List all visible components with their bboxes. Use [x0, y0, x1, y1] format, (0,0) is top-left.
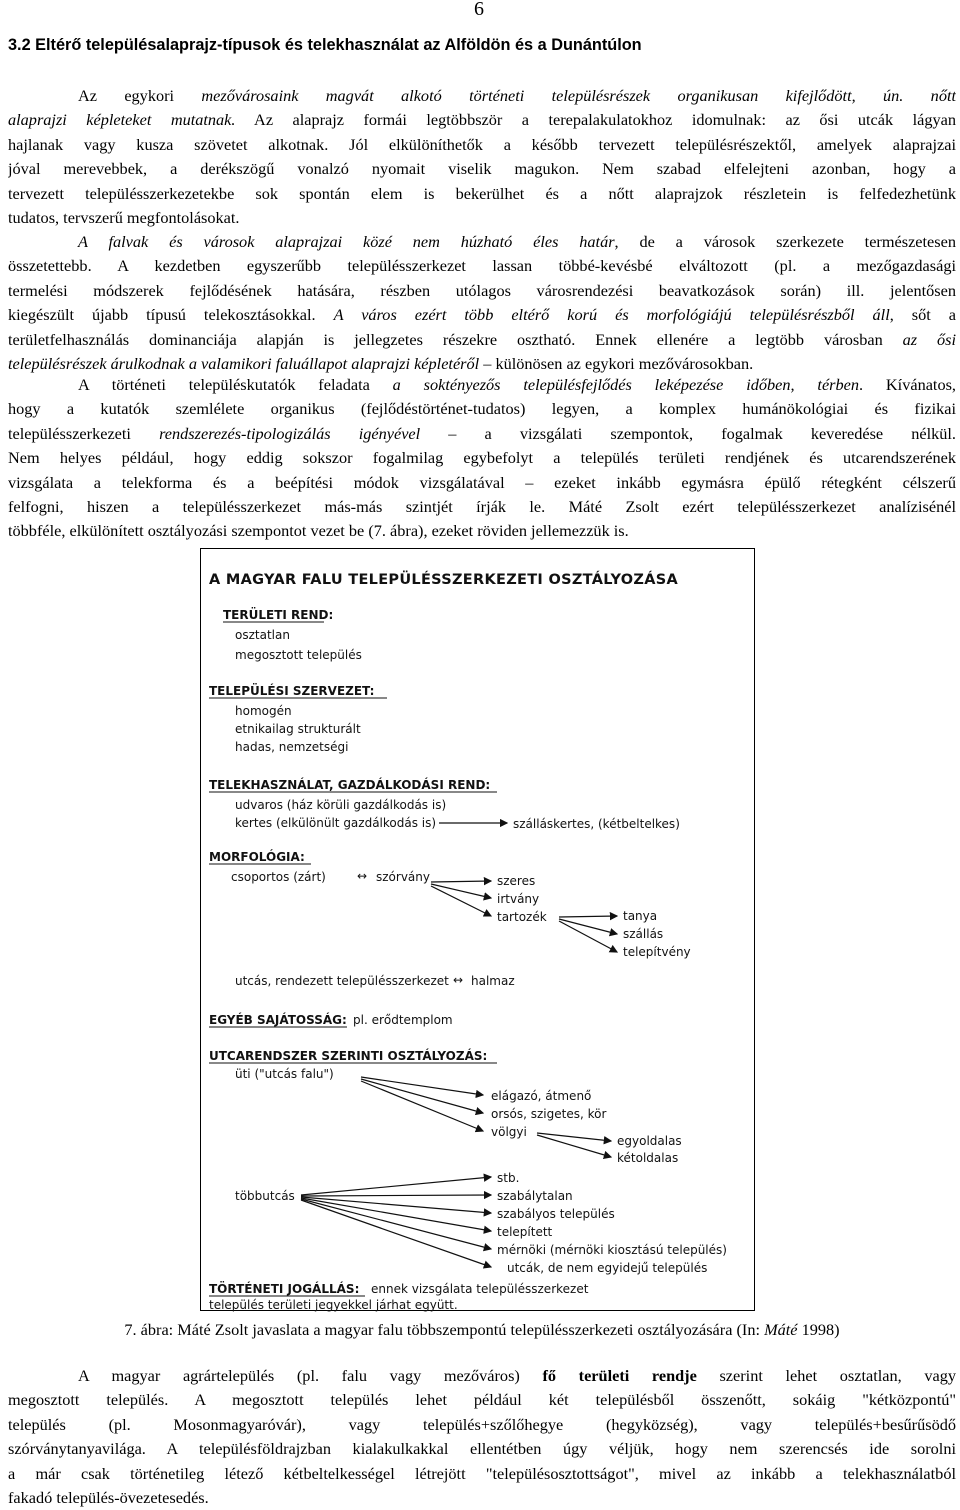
item-orsos: orsós, szigetes, kör — [491, 1107, 607, 1121]
item-utcak: utcák, de nem egyidejű település — [507, 1261, 708, 1275]
item-uti: üti ("utcás falu") — [235, 1067, 334, 1081]
heading-land-use: TELEKHASZNÁLAT, GAZDÁLKODÁSI REND: — [209, 778, 491, 792]
item-homogen: homogén — [235, 704, 292, 718]
text-line: vizsgálata a telekforma és a beépítési módok vizsgálatával – ezeket inkább egymásra épülő rétegként célszerű — [8, 472, 956, 492]
item-szeres: szeres — [497, 874, 536, 888]
heading-morphology: MORFOLÓGIA: — [209, 850, 305, 864]
classification-diagram — [201, 549, 756, 1312]
paragraph-3 — [8, 373, 956, 544]
item-erodtemplom: pl. erődtemplom — [353, 1013, 453, 1027]
page-number: 6 — [474, 0, 484, 20]
item-jogallas-1: ennek vizsgálata településszerkezet — [371, 1282, 589, 1296]
heading-street-system: UTCARENDSZER SZERINTI OSZTÁLYOZÁS: — [209, 1049, 488, 1063]
text-line: településszerkezeti rendszerezés-tipologizálás igényével – a vizsgálati szempontok, fogalmak keveredése nélkül. — [8, 423, 956, 443]
item-irtvany: irtvány — [497, 892, 540, 906]
section-heading: 3.2 Eltérő településalaprajz-típusok és telekhasználat az Alföldön és a Dunántúlon — [8, 36, 642, 54]
paragraph-1 — [8, 84, 956, 230]
classification-figure — [200, 548, 755, 1311]
item-szabalyos: szabályos település — [497, 1207, 615, 1221]
item-tanya: tanya — [623, 909, 658, 923]
text-line: kiegészült újabb típusú telekosztásokkal. A város ezért több eltérő korú és morfológiájú településrészből áll, sőt a — [8, 305, 956, 325]
item-stb: stb. — [497, 1171, 520, 1185]
item-halmaz: halmaz — [471, 974, 515, 988]
double-arrow-icon: ↔ — [357, 869, 368, 883]
paragraph-2 — [8, 230, 956, 376]
text-line: településrészek árulkodnak a valamikori faluállapot alaprajzi képletéről – különösen az egykori mezővárosokban. — [8, 353, 754, 373]
item-kertes: kertes (elkülönült gazdálkodás is) — [235, 816, 437, 830]
text-line: termelési módszerek fejlődésének hatására, részben utólagos városrendezési beavatkozások során) ill. jelentősen — [8, 280, 956, 300]
text-line: szórványtanyavilága. A településföldrajzban kialakulkakkal ellentétben úgy véljük, hogy nem szerencsés ide sorolni — [8, 1439, 956, 1459]
item-szallas: szállás — [623, 927, 664, 941]
text-line: A falvak és városok alaprajzai közé nem húzható éles határ, de a városok szerkezete természetesen — [78, 232, 956, 251]
item-csoportos: csoportos (zárt) — [231, 870, 326, 884]
item-elagazo: elágazó, átmenő — [491, 1089, 592, 1103]
text-line: területfelhasználás dominanciája alapján is jellegzetes részekre osztható. Ennek ellenére a legtöbb városban az ősi — [8, 329, 956, 349]
item-ketoldalas: kétoldalas — [617, 1151, 679, 1165]
item-tobbutcas: többutcás — [235, 1189, 295, 1203]
item-jogallas-2: település területi jegyekkel járhat együtt. — [209, 1298, 458, 1312]
item-utcas: utcás, rendezett településszerkezet — [235, 974, 449, 988]
item-telepitveny: telepítvény — [623, 945, 691, 959]
item-szallaskertes: szálláskertes, (kétbeltelkes) — [513, 817, 680, 831]
item-szabalytalan: szabálytalan — [497, 1189, 573, 1203]
text-line: megosztott település. A megosztott település lehet például két településből összenőtt, sokáig "kétközpontú" — [8, 1390, 956, 1410]
item-szorvany: szórvány — [376, 870, 430, 884]
text-line: hajlanak vagy kusza szövetet alkotnak. Jól elkülöníthetők a később tervezett településrészektől, amelyek alaprajzai — [8, 134, 956, 154]
item-udvaros: udvaros (ház körüli gazdálkodás is) — [235, 798, 447, 812]
text-line: Az egykori mezővárosaink magvát alkotó történeti településrészek organikusan kifejlődött, ún. nőtt — [78, 86, 956, 105]
double-arrow-icon: ↔ — [453, 973, 464, 987]
figure-title: A MAGYAR FALU TELEPÜLÉSSZERKEZETI OSZTÁLYOZÁSA — [209, 572, 679, 588]
text-line: település (pl. Mosonmagyaróvár), vagy település+szőlőhegye (hegyközség), vagy település+besűrűsödő — [8, 1414, 956, 1434]
paragraph-4 — [8, 1364, 956, 1510]
item-egyoldalas: egyoldalas — [617, 1134, 682, 1148]
text-line: A történeti településkutatók feladata a soktényezős településfejlődés leképezése időben, térben. Kívánatos, — [78, 375, 956, 394]
item-telepitett: telepített — [497, 1225, 553, 1239]
text-line: jóval merevebbek, a derékszögű vonalzó nyomait viselik magukon. Nem szabad elfelejteni azonban, hogy a — [8, 159, 956, 179]
heading-historical-status: TÖRTÉNETI JOGÁLLÁS: — [209, 1282, 360, 1296]
item-osztatlan: osztatlan — [235, 628, 290, 642]
figure-caption: 7. ábra: Máté Zsolt javaslata a magyar falu többszempontú településszerkezeti osztályozására (In: Máté 1998) — [124, 1320, 840, 1339]
text-line: összetettebb. A kezdetben egyszerűbb településszerkezet lassan többé-kevésbé elváltozott (pl. a mezőgazdasági — [8, 256, 956, 276]
text-line: alaprajzi képleteket mutatnak. Az alaprajz formái legtöbbször a terepalakulatokhoz idomulnak: az ősi utcák lágyan — [8, 110, 956, 130]
text-line: fakadó település-övezetesedés. — [8, 1487, 209, 1507]
heading-other-feature: EGYÉB SAJÁTOSSÁG: — [209, 1013, 347, 1027]
item-mernoki: mérnöki (mérnöki kiosztású település) — [497, 1243, 727, 1257]
item-volgyi: völgyi — [491, 1125, 527, 1139]
text-line: hogy a kutatók szemlélete organikus (fejlődéstörténet-tudatos) legyen, a komplex humánökológiai és fizikai — [8, 399, 956, 419]
text-line: Nem helyes például, hogy eddig sokszor fogalmilag egybefolyt a település területi rendjének és utcarendszerének — [8, 448, 956, 468]
item-tartozek: tartozék — [497, 910, 547, 924]
item-etnikailag: etnikailag strukturált — [235, 722, 361, 736]
text-line: felfogni, hiszen a településszerkezet más-más szintjét írják le. Máté Zsolt ezért településszerkezet analízisénél — [8, 496, 956, 516]
text-line: a már csak történetileg létező kétbeltelkességel létrejött "településosztottságot", mivel az inkább a telekhasználatból — [8, 1463, 956, 1483]
item-megosztott: megosztott település — [235, 648, 362, 662]
text-line: többféle, elkülönített osztályozási szempontot vezet be (7. ábra), ezeket röviden jellemezzük is. — [8, 521, 629, 541]
text-line: A magyar agrártelepülés (pl. falu vagy mezőváros) fő területi rendje szerint lehet osztatlan, vagy — [78, 1366, 956, 1385]
heading-settlement-organization: TELEPÜLÉSI SZERVEZET: — [209, 684, 375, 698]
heading-territorial-order: TERÜLETI REND: — [223, 608, 334, 622]
text-line: tervezett településszerkezetekbe sok spontán elem is bekerülhet és a nőtt alaprajzok részletein is felfedezhetünk — [8, 183, 956, 203]
item-hadas: hadas, nemzetségi — [235, 740, 349, 754]
text-line: tudatos, tervszerű megfontolásokat. — [8, 207, 240, 227]
